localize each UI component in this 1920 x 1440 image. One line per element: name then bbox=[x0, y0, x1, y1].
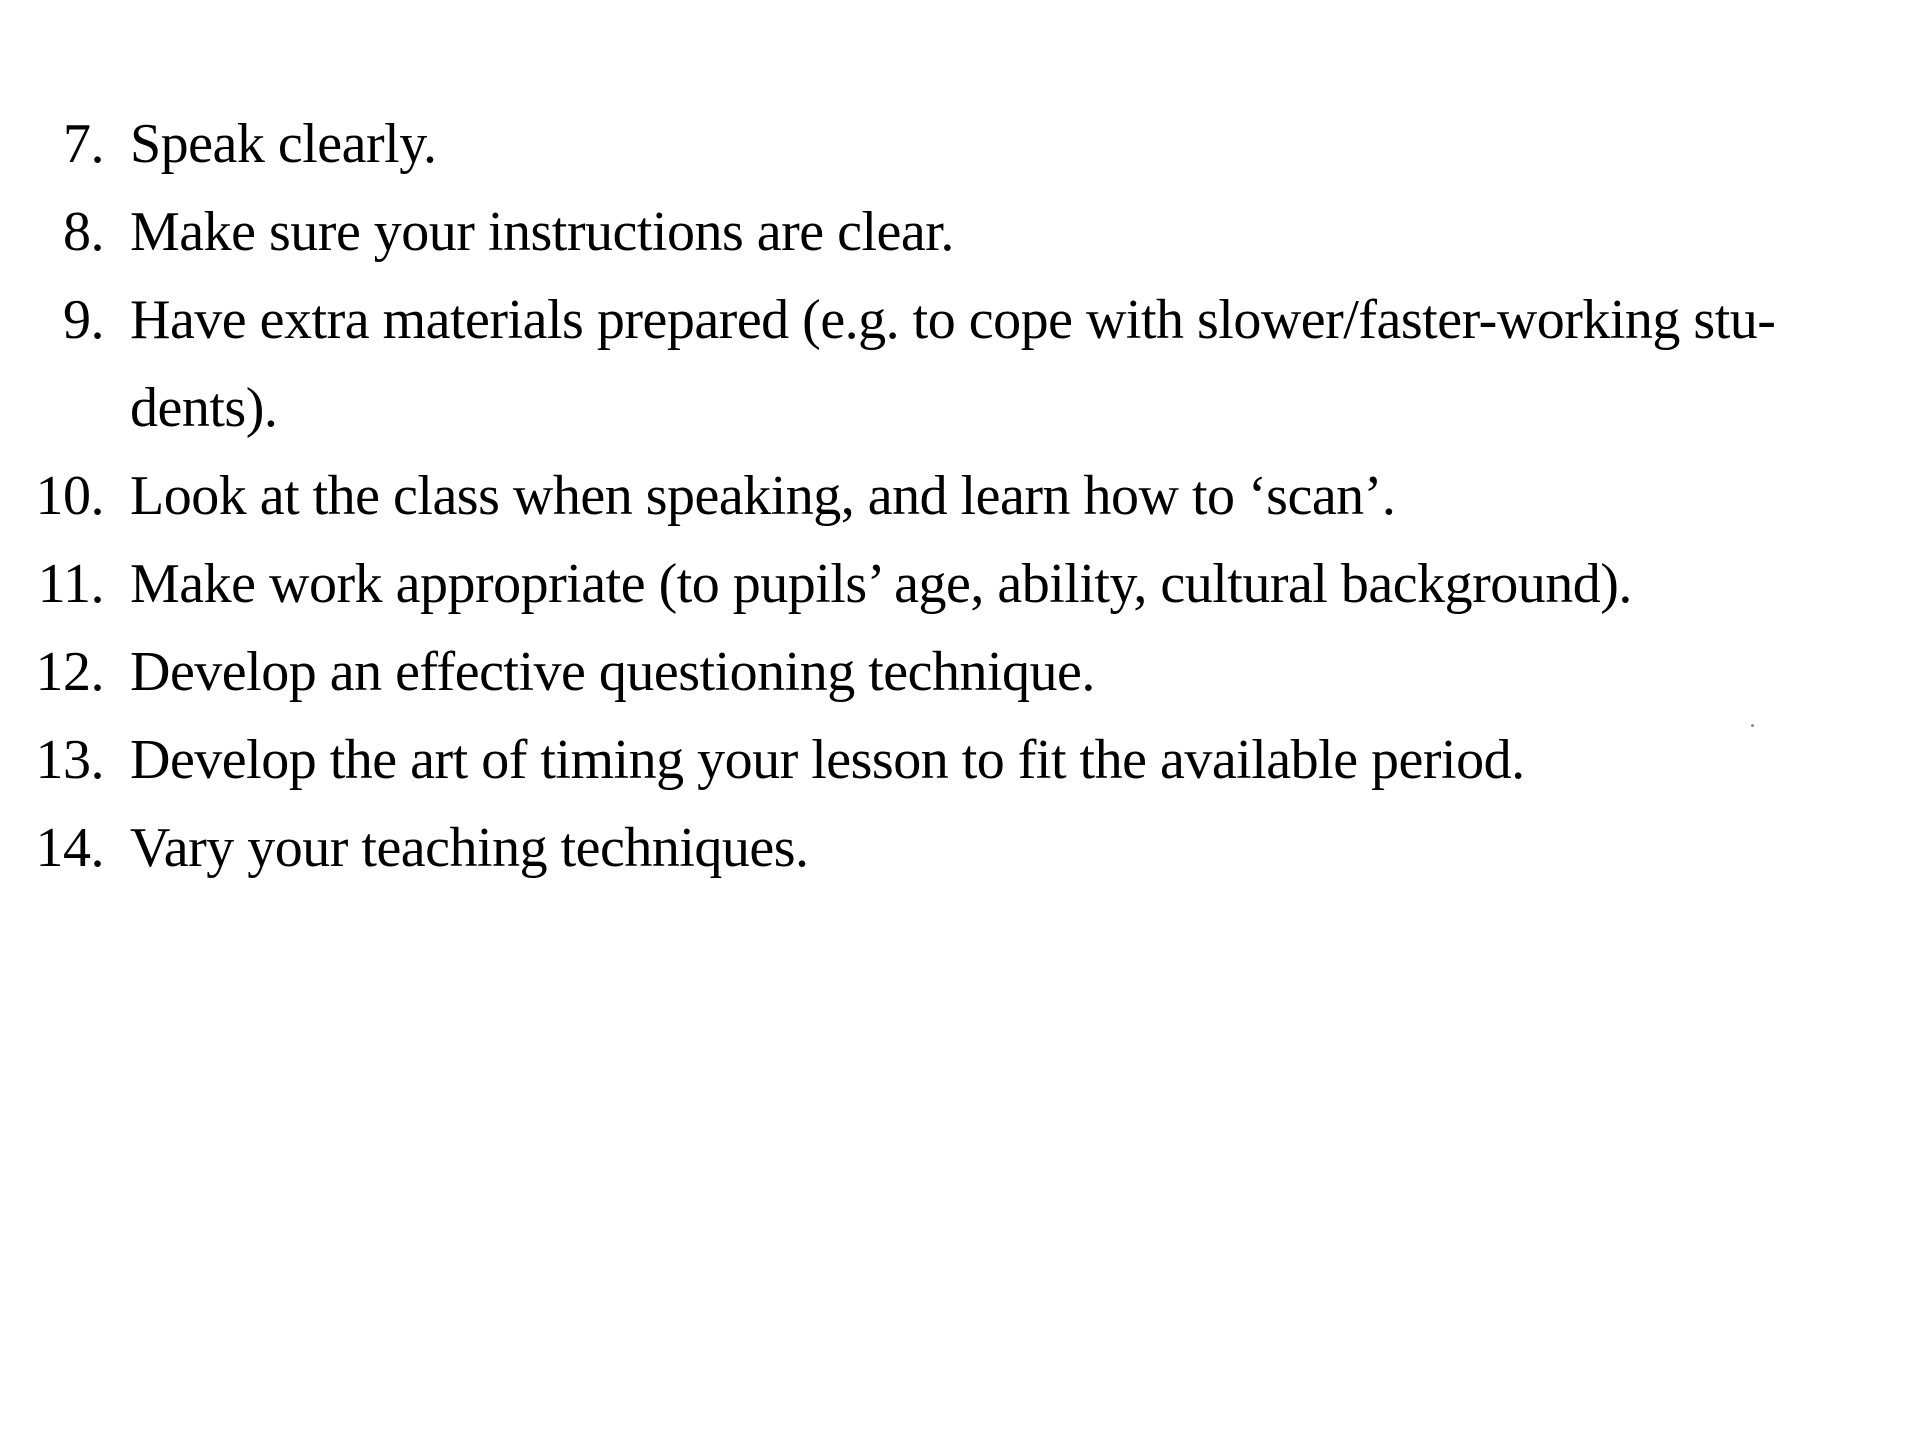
list-item bbox=[0, 100, 1920, 188]
item-number: 9. bbox=[63, 289, 104, 351]
scan-speck bbox=[1751, 724, 1754, 727]
item-text: Have extra materials prepared (e.g. to cope with slower/faster-working stu- bbox=[130, 289, 1776, 351]
item-text: Develop an effective questioning technique. bbox=[130, 641, 1095, 703]
list-item bbox=[0, 188, 1920, 276]
list-item bbox=[0, 452, 1920, 540]
item-number: 13. bbox=[35, 729, 104, 791]
item-number: 12. bbox=[35, 641, 104, 703]
item-number: 11. bbox=[37, 553, 104, 615]
item-number: 8. bbox=[63, 201, 104, 263]
item-text: Make sure your instructions are clear. bbox=[130, 201, 954, 263]
list-item bbox=[0, 540, 1920, 628]
list-item bbox=[0, 804, 1920, 892]
item-text: Make work appropriate (to pupils’ age, ability, cultural background). bbox=[130, 553, 1632, 615]
item-text: Look at the class when speaking, and learn how to ‘scan’. bbox=[130, 465, 1396, 527]
numbered-list bbox=[0, 100, 1920, 892]
list-item bbox=[0, 276, 1920, 452]
item-text: Speak clearly. bbox=[130, 113, 437, 175]
item-text: Develop the art of timing your lesson to fit the available period. bbox=[130, 729, 1525, 791]
item-number: 7. bbox=[63, 113, 104, 175]
item-number: 10. bbox=[35, 465, 104, 527]
list-item bbox=[0, 628, 1920, 716]
list-item bbox=[0, 716, 1920, 804]
item-text-continuation: dents). bbox=[130, 377, 278, 439]
item-number: 14. bbox=[35, 817, 104, 879]
item-text: Vary your teaching techniques. bbox=[130, 817, 809, 879]
